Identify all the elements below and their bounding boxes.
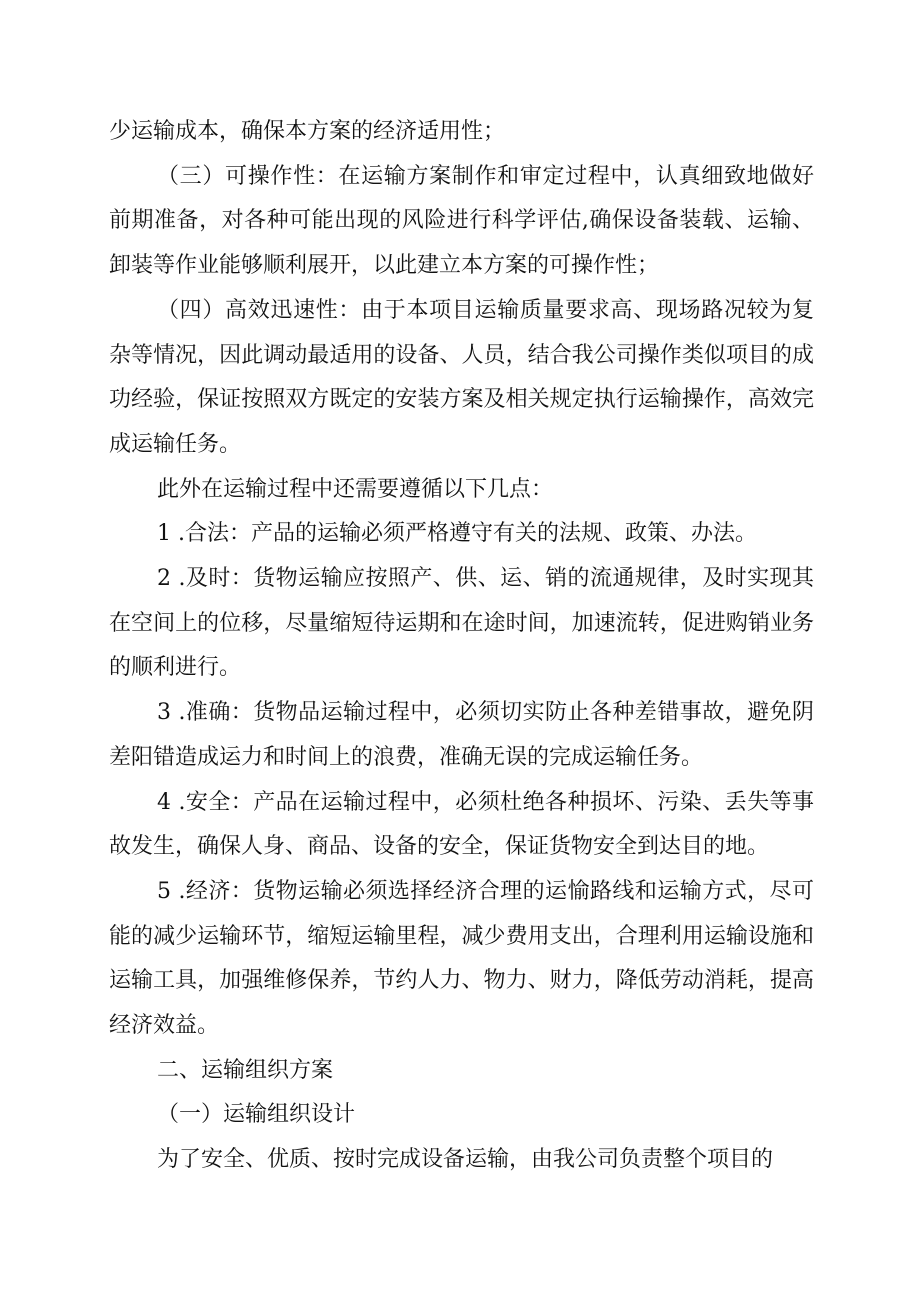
- list-item-safety: 4 .安全：产品在运输过程中，必须杜绝各种损坏、污染、丢失等事故发生，确保人身、商品、设备的安全，保证货物安全到达目的地。: [109, 789, 814, 860]
- paragraph-intro-points: 此外在运输过程中还需要遵循以下几点：: [157, 476, 554, 502]
- paragraph-organization: 为了安全、优质、按时完成设备运输，由我公司负责整个项目的: [157, 1147, 774, 1173]
- paragraph-efficiency: （四）高效迅速性：由于本项目运输质量要求高、现场路况较为复杂等情况，因此调动最适用的设备、人员，结合我公司操作类似项目的成功经验，保证按照双方既定的安装方案及相关规定执行运输操作，高效完成运输任务。: [109, 297, 814, 457]
- list-item-timely: 2 .及时：货物运输应按照产、供、运、销的流通规律，及时实现其在空间上的位移，尽量缩短待运期和在途时间，加速流转，促进购销业务的顺利进行。: [109, 566, 814, 681]
- document-page: [109, 110, 814, 1183]
- list-item-legal: 1 .合法：产品的运输必须严格遵守有关的法规、政策、办法。: [157, 521, 757, 547]
- section-heading: 二、运输组织方案: [157, 1057, 334, 1083]
- list-item-accurate: 3 .准确：货物品运输过程中，必须切实防止各种差错事故，避免阴差阳错造成运力和时间上的浪费，准确无误的完成运输任务。: [109, 700, 814, 770]
- paragraph-operability: （三）可操作性：在运输方案制作和审定过程中，认真细致地做好前期准备，对各种可能出现的风险进行科学评估,确保设备装载、运输、卸装等作业能够顺利展开，以此建立本方案的可操作性；: [109, 163, 814, 279]
- subsection-heading: （一）运输组织设计: [157, 1102, 356, 1128]
- paragraph-continuation: 少运输成本，确保本方案的经济适用性；: [109, 119, 506, 144]
- list-item-economy: 5 .经济：货物运输必须选择经济合理的运愉路线和运输方式，尽可能的减少运输环节，缩短运输里程，减少费用支出，合理利用运输设施和运输工具，加强维修保养，节约人力、物力、财力，降低劳动消耗，提高经济效益。: [109, 878, 814, 1039]
